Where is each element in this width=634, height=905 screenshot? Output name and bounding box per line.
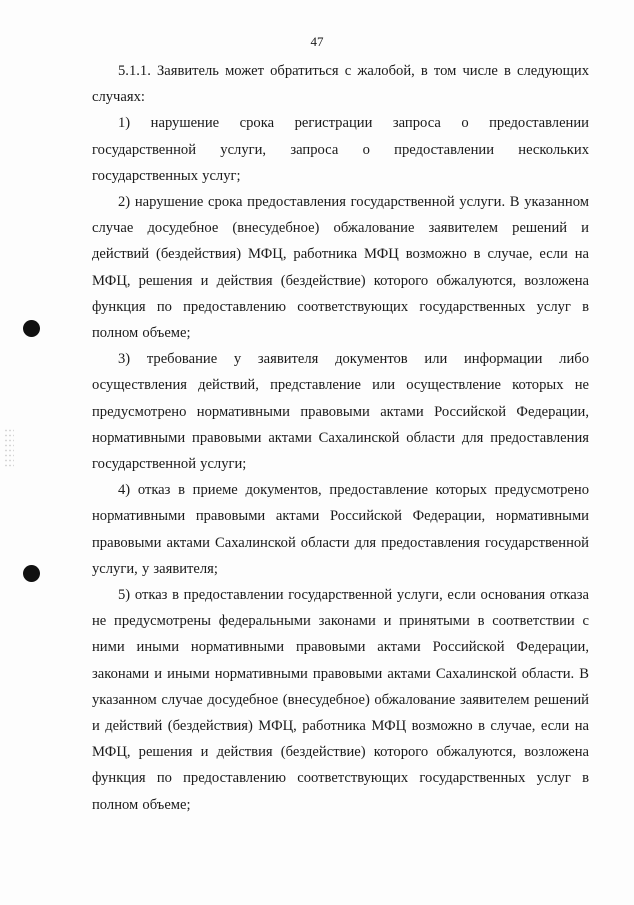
punch-hole-mark: [23, 320, 40, 337]
paragraph-item-1: 1) нарушение срока регистрации запроса о предоставлении государственной услуги, запроса о предоставлении нескольких государственных услуг;: [92, 115, 589, 184]
document-body: [92, 58, 589, 818]
page-number: 47: [310, 34, 324, 49]
paragraph-intro: 5.1.1. Заявитель может обратиться с жалобой, в том числе в следующих случаях:: [92, 63, 589, 106]
scan-noise: [4, 428, 14, 468]
paragraph-item-3: 3) требование у заявителя документов или информации либо осуществления действий, представление или осуществление которых не предусмотрено нормативными правовыми актами Российской Федерации, нормативными правовыми актами Сахалинской области для предоставления государственной услуги;: [92, 351, 589, 473]
paragraph-item-5: 5) отказ в предоставлении государственной услуги, если основания отказа не предусмотрены федеральными законами и принятыми в соответствии с ними иными нормативными правовыми актами Российской Федерации, законами и иными нормативными правовыми актами Сахалинской области. В указанном случае досудебное (внесудебное) обжалование заявителем решений и действий (бездействия) МФЦ, работника МФЦ возможно в случае, если на МФЦ, решения и действия (бездействие) которого обжалуются, возложена функция по предоставлению соответствующих государственных услуг в полном объеме;: [92, 587, 589, 813]
paragraph-item-2: 2) нарушение срока предоставления государственной услуги. В указанном случае досудебное (внесудебное) обжалование заявителем решений и действий (бездействия) МФЦ, работника МФЦ возможно в случае, если на МФЦ, решения и действия (бездействие) которого обжалуются, возложена функция по предоставлению соответствующих государственных услуг в полном объеме;: [92, 194, 589, 342]
paragraph-item-4: 4) отказ в приеме документов, предоставление которых предусмотрено нормативными правовыми актами Российской Федерации, нормативными правовыми актами Сахалинской области для предоставления государственной услуги, у заявителя;: [92, 482, 589, 577]
punch-hole-mark: [23, 565, 40, 582]
